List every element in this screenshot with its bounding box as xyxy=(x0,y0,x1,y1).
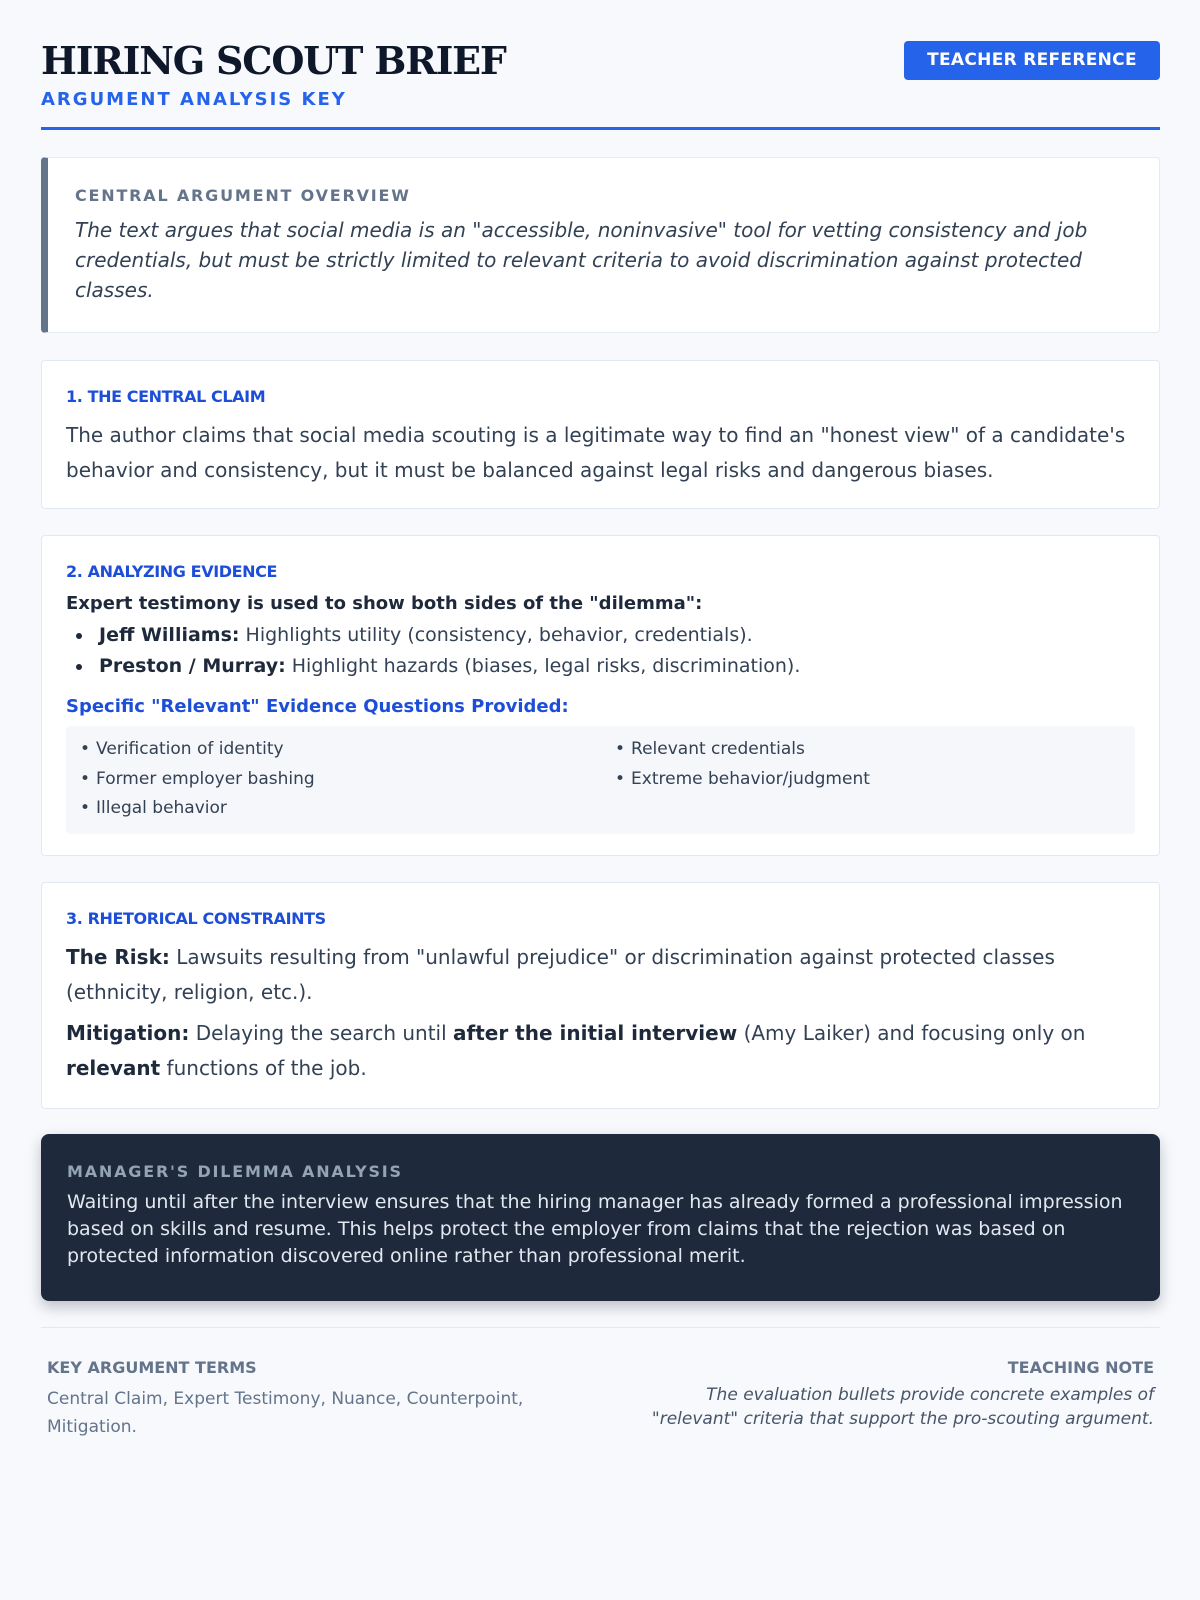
expert-name: Jeff Williams: xyxy=(99,624,240,646)
central-claim-heading: 1. THE CENTRAL CLAIM xyxy=(66,387,266,406)
analyzing-evidence-card xyxy=(41,535,1160,856)
teaching-note-text: The evaluation bullets provide concrete examples of "relevant" criteria that support the pro-scouting argument. xyxy=(651,1385,1154,1429)
evidence-question: • Relevant credentials xyxy=(615,739,805,759)
overview-text: The text argues that social media is an "accessible, noninvasive" tool for vetting consistency and job credentials, but must be strictly limited to relevant criteria to avoid discrimination against protected classes. xyxy=(75,218,1088,302)
expert-item xyxy=(66,651,1135,682)
evidence-questions-label: Specific "Relevant" Evidence Questions Provided: xyxy=(66,696,569,717)
analyzing-evidence-heading: 2. ANALYZING EVIDENCE xyxy=(66,562,278,581)
page xyxy=(41,0,1160,1437)
central-claim-card xyxy=(41,360,1160,509)
risk-text: Lawsuits resulting from "unlawful prejudice" or discrimination against protected classes (ethnicity, religion, etc.). xyxy=(66,945,1055,1004)
rhetorical-constraints-card xyxy=(41,882,1160,1109)
mitigation-emphasis: relevant xyxy=(66,1056,161,1080)
expert-item xyxy=(66,620,1135,651)
managers-dilemma-panel xyxy=(41,1134,1160,1301)
evidence-question: • Former employer bashing xyxy=(80,769,315,789)
page-footer xyxy=(41,1327,1160,1457)
teaching-note-label: TEACHING NOTE xyxy=(1007,1358,1154,1377)
central-claim-text: The author claims that social media scouting is a legitimate way to find an "honest view" of a candidate's behavior and consistency, but it must be balanced against legal risks and dangerous biases. xyxy=(66,423,1126,482)
dilemma-text: Waiting until after the interview ensures that the hiring manager has already formed a professional impression based on skills and resume. This helps protect the employer from claims that the rejection was based on protected information discovered online rather than professional merit. xyxy=(67,1191,1123,1267)
expert-text: Highlights utility (consistency, behavior, credentials). xyxy=(245,624,753,646)
overview-label: CENTRAL ARGUMENT OVERVIEW xyxy=(75,186,411,205)
expert-list xyxy=(66,620,1135,682)
evidence-question: • Illegal behavior xyxy=(80,798,227,818)
risk-label: The Risk: xyxy=(66,945,170,969)
mitigation-emphasis: after the initial interview xyxy=(453,1021,738,1045)
page-title: HIRING SCOUT BRIEF xyxy=(41,38,506,83)
evidence-lead: Expert testimony is used to show both sides of the "dilemma": xyxy=(66,593,703,614)
mitigation-text: functions of the job. xyxy=(166,1056,367,1080)
page-subtitle: ARGUMENT ANALYSIS KEY xyxy=(41,89,347,110)
mitigation-text: Delaying the search until xyxy=(195,1021,447,1045)
mitigation-label: Mitigation: xyxy=(66,1021,190,1045)
mitigation-text: (Amy Laiker) and focusing only on xyxy=(743,1021,1086,1045)
evidence-questions-box xyxy=(66,726,1135,834)
key-terms-text: Central Claim, Expert Testimony, Nuance, Counterpoint, Mitigation. xyxy=(47,1389,524,1437)
risk-paragraph xyxy=(66,940,1135,1010)
page-header xyxy=(41,0,1160,130)
central-argument-overview xyxy=(41,157,1160,333)
teacher-reference-badge: TEACHER REFERENCE xyxy=(904,41,1160,80)
evidence-question: • Extreme behavior/judgment xyxy=(615,769,870,789)
key-terms-label: KEY ARGUMENT TERMS xyxy=(47,1358,257,1377)
evidence-question: • Verification of identity xyxy=(80,739,284,759)
expert-name: Preston / Murray: xyxy=(99,655,286,677)
mitigation-paragraph xyxy=(66,1016,1135,1086)
dilemma-label: MANAGER'S DILEMMA ANALYSIS xyxy=(67,1162,403,1181)
teaching-note-block xyxy=(634,1358,1154,1431)
key-terms-block xyxy=(47,1358,567,1441)
expert-text: Highlight hazards (biases, legal risks, discrimination). xyxy=(291,655,801,677)
rhetorical-constraints-heading: 3. RHETORICAL CONSTRAINTS xyxy=(66,909,326,928)
